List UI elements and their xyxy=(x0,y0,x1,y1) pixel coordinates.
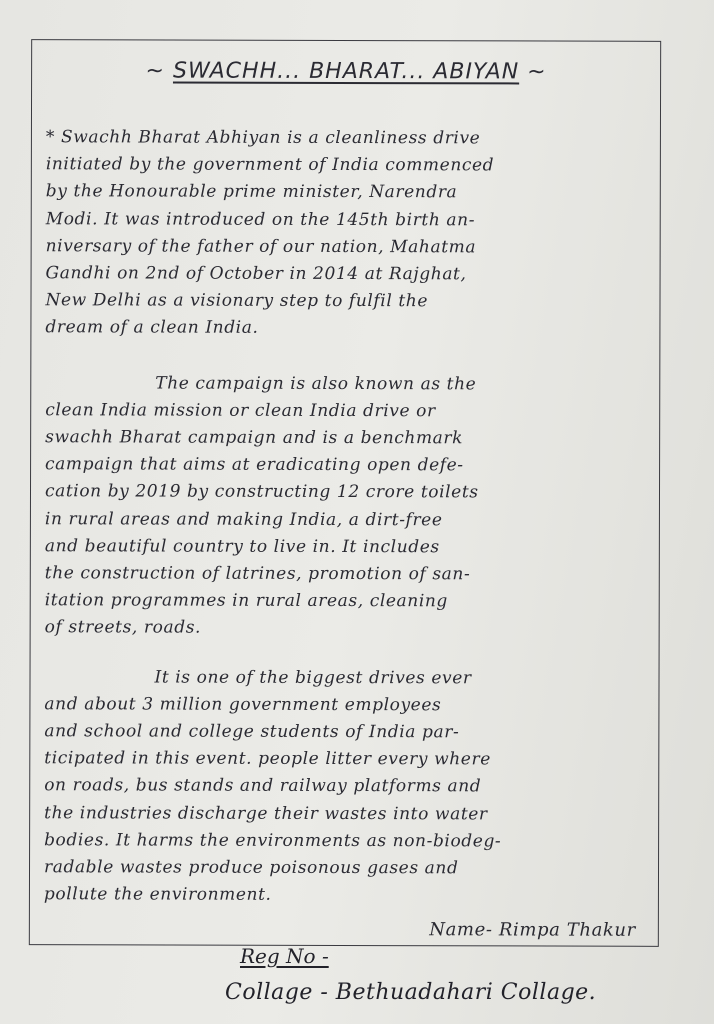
title-suffix: ~ xyxy=(527,59,547,85)
registration-number xyxy=(240,944,329,968)
author-name: Name- Rimpa Thakur xyxy=(429,919,636,941)
college-name: Collage - Bethuadahari Collage. xyxy=(225,980,597,1005)
reg-label: Reg No - xyxy=(240,944,329,968)
paragraph-1: * Swachh Bharat Abhiyan is a cleanliness drive initiated by the government of India commenced by the Honourable prime minister, Narendra Modi. It was introduced on the 145th birth an- niversary of the father of our nation, Mahatma Gandhi on 2nd of October in 2014 at Rajghat, New Delhi as a visionary step to fulfil the dream of a clean India. xyxy=(45,127,495,339)
paragraph-3-text: It is one of the biggest drives ever and about 3 million government employees and school and college students of India par- ticipated in this event. people litter every where on roads, bus stands and railway platforms and the industries discharge their wastes into water bodies. It harms the environments as non-biodeg- radable wastes produce poisonous gases and pollute the environment. xyxy=(43,667,502,906)
page-border xyxy=(29,39,661,947)
paragraph-2-text: The campaign is also known as the clean India mission or clean India drive or swachh Bharat campaign and is a benchmark campaign that aims at eradicating open defe- cation by 2019 by constructing 12 crore toilets in rural areas and making India, a dirt-free and beautiful country to live in. It includes the construction of latrines, promotion of san- itation programmes in rural areas, cleaning of streets, roads. xyxy=(44,373,479,639)
essay-title xyxy=(32,58,660,85)
title-text: SWACHH... BHARAT... ABIYAN xyxy=(172,58,520,85)
title-prefix: ~ xyxy=(145,58,166,84)
essay-body xyxy=(44,124,646,910)
paragraph-3 xyxy=(44,664,645,910)
paragraph-2 xyxy=(45,370,646,644)
